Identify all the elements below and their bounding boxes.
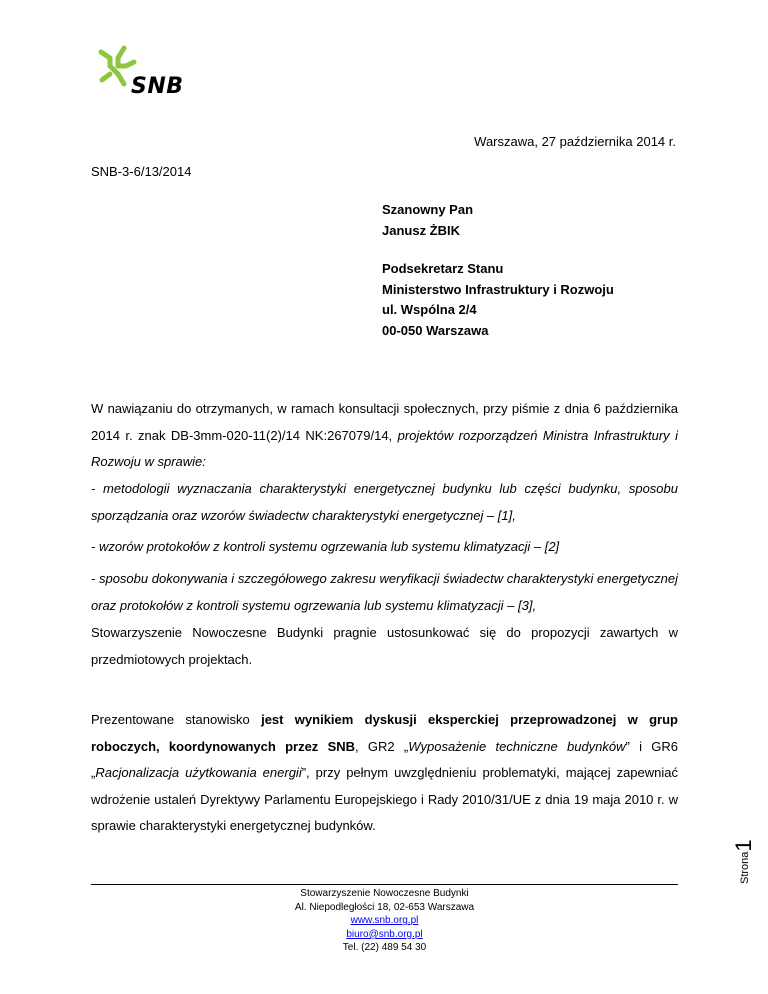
paragraph-position (91, 707, 678, 840)
recipient-title: Podsekretarz Stanu (382, 261, 504, 276)
footer-phone: Tel. (22) 489 54 30 (342, 942, 427, 954)
position-text-g: ”, przy pełnym uwzględnieniu problematyki, mającej zapewniać wdrożenie ustaleń Dyrektywy Parlamentu Europejskiego i Rady 2010/31/UE z dnia 19 maja 2010 r. w sprawie charakterystyki energetycznej budynków. (91, 765, 678, 833)
group-gr6-name: Racjonalizacja użytkowania energii (95, 765, 302, 780)
addressee-block (382, 200, 614, 341)
group-gr2-name: Wyposażenie techniczne budynków (408, 738, 626, 754)
position-text-e: ” i GR6 „ (91, 738, 679, 780)
date-line: Warszawa, 27 października 2014 r. (474, 134, 676, 149)
footer-email-link[interactable]: biuro@snb.org.pl (346, 928, 423, 940)
footer-org: Stowarzyszenie Nowoczesne Budynki (300, 888, 469, 899)
footer-address: Al. Niepodległości 18, 02-653 Warszawa (294, 901, 475, 913)
position-bold-text: jest wynikiem dyskusji eksperckiej przeprowadzonej w grup roboczych, koordynowanych przez SNB (91, 712, 678, 754)
list-item-3: - sposobu dokonywania i szczegółowego zakresu weryfikacji świadectw charakterystyki energetycznej oraz protokołów z kontroli systemu ogrzewania lub systemu klimatyzacji – [3], (91, 571, 678, 613)
position-text-a: Prezentowane stanowisko (91, 712, 262, 727)
logo-text: SNB (131, 74, 184, 99)
footer-divider (91, 884, 678, 885)
position-text-c: , GR2 „ (355, 738, 409, 754)
reference-number: SNB-3-6/13/2014 (91, 164, 192, 179)
recipient-name: Janusz ŻBIK (382, 222, 461, 238)
page-number: 1 (731, 839, 756, 852)
intro-italic-text: projektów rozporządzeń Ministra Infrastruktury i Rozwoju w sprawie: (91, 427, 678, 469)
intro-text: W nawiązaniu do otrzymanych, w ramach konsultacji społecznych, przy piśmie z dnia 6 października 2014 r. znak DB-3mm-020-11(2)/14 NK:267079/14, (91, 401, 678, 443)
page-label-text: Strona (739, 851, 751, 884)
recipient-ministry: Ministerstwo Infrastruktury i Rozwoju (382, 281, 614, 297)
salutation: Szanowny Pan (382, 202, 474, 217)
paragraph-intro (91, 396, 678, 476)
page-number-label (726, 836, 766, 886)
paragraph-response: Stowarzyszenie Nowoczesne Budynki pragnie ustosunkować się do propozycji zawartych w przedmiotowych projektach. (91, 625, 678, 667)
list-item-2: - wzorów protokołów z kontroli systemu ogrzewania lub systemu klimatyzacji – [2] (91, 539, 560, 554)
footer (91, 887, 678, 955)
recipient-street: ul. Wspólna 2/4 (382, 302, 477, 317)
recipient-city: 00-050 Warszawa (382, 322, 489, 338)
list-item-1: - metodologii wyznaczania charakterystyki energetycznej budynku lub części budynku, sposobu sporządzania oraz wzorów świadectw charakterystyki energetycznej – [1], (91, 481, 678, 523)
footer-website-link[interactable]: www.snb.org.pl (350, 915, 419, 927)
